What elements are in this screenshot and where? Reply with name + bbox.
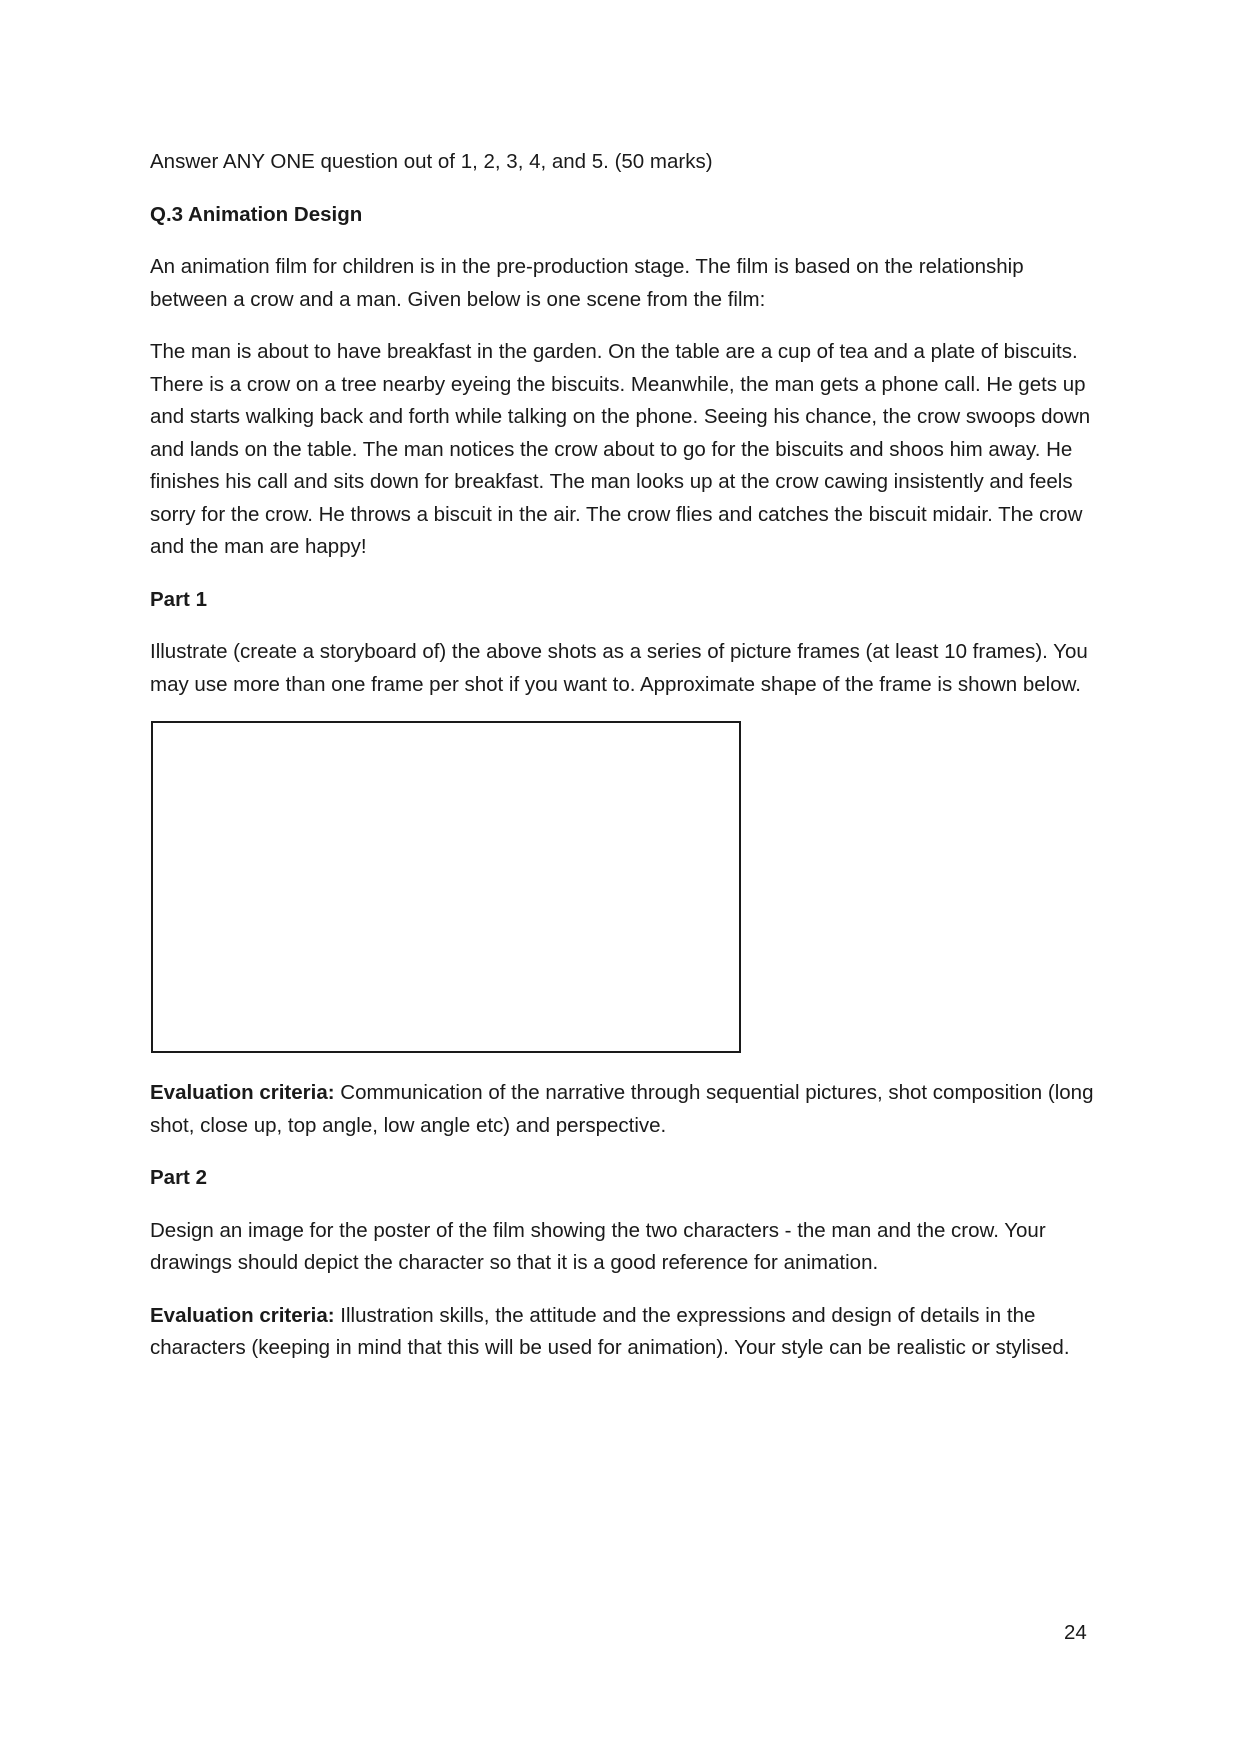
part2-heading: Part 2 xyxy=(150,1166,207,1189)
scene-paragraph: The man is about to have breakfast in the garden. On the table are a cup of tea and a plate of biscuits. There is a crow on a tree nearby eyeing the biscuits. Meanwhile, the man gets a phone call. He gets up and starts walking back and forth while talking on the phone. Seeing his chance, the crow swoops down and lands on the table. The man notices the crow about to go for the biscuits and shoos him away. He finishes his call and sits down for breakfast. The man looks up at the crow cawing insistently and feels sorry for the crow. He throws a biscuit in the air. The crow flies and catches the biscuit midair. The crow and the man are happy! xyxy=(150,340,1091,558)
part1-body: Illustrate (create a storyboard of) the above shots as a series of picture frames (at least 10 frames). You may use more than one frame per shot if you want to. Approximate shape of the frame is shown below. xyxy=(150,640,1088,696)
part2-criteria-text: Illustration skills, the attitude and the expressions and design of details in the characters (keeping in mind that this will be used for animation). Your style can be realistic or stylised. xyxy=(150,1303,1070,1359)
part1-criteria xyxy=(150,1077,1095,1142)
part2-body: Design an image for the poster of the film showing the two characters - the man and the crow. Your drawings should depict the character so that it is a good reference for animation. xyxy=(150,1218,1046,1274)
instruction-text: Answer ANY ONE question out of 1, 2, 3, 4, and 5. (50 marks) xyxy=(150,150,713,173)
intro-paragraph: An animation film for children is in the pre-production stage. The film is based on the relationship between a crow and a man. Given below is one scene from the film: xyxy=(150,255,1024,311)
question-title: Q.3 Animation Design xyxy=(150,202,363,226)
storyboard-frame-sample xyxy=(151,721,741,1053)
part1-criteria-text: Communication of the narrative through sequential pictures, shot composition (long shot, close up, top angle, low angle etc) and perspective. xyxy=(150,1081,1094,1137)
document-body xyxy=(150,146,1095,1385)
page-number: 24 xyxy=(1064,1621,1087,1644)
part1-criteria-label: Evaluation criteria: xyxy=(150,1081,335,1104)
part2-criteria-label: Evaluation criteria: xyxy=(150,1303,335,1327)
part1-heading: Part 1 xyxy=(150,587,207,611)
part2-criteria xyxy=(150,1300,1095,1365)
